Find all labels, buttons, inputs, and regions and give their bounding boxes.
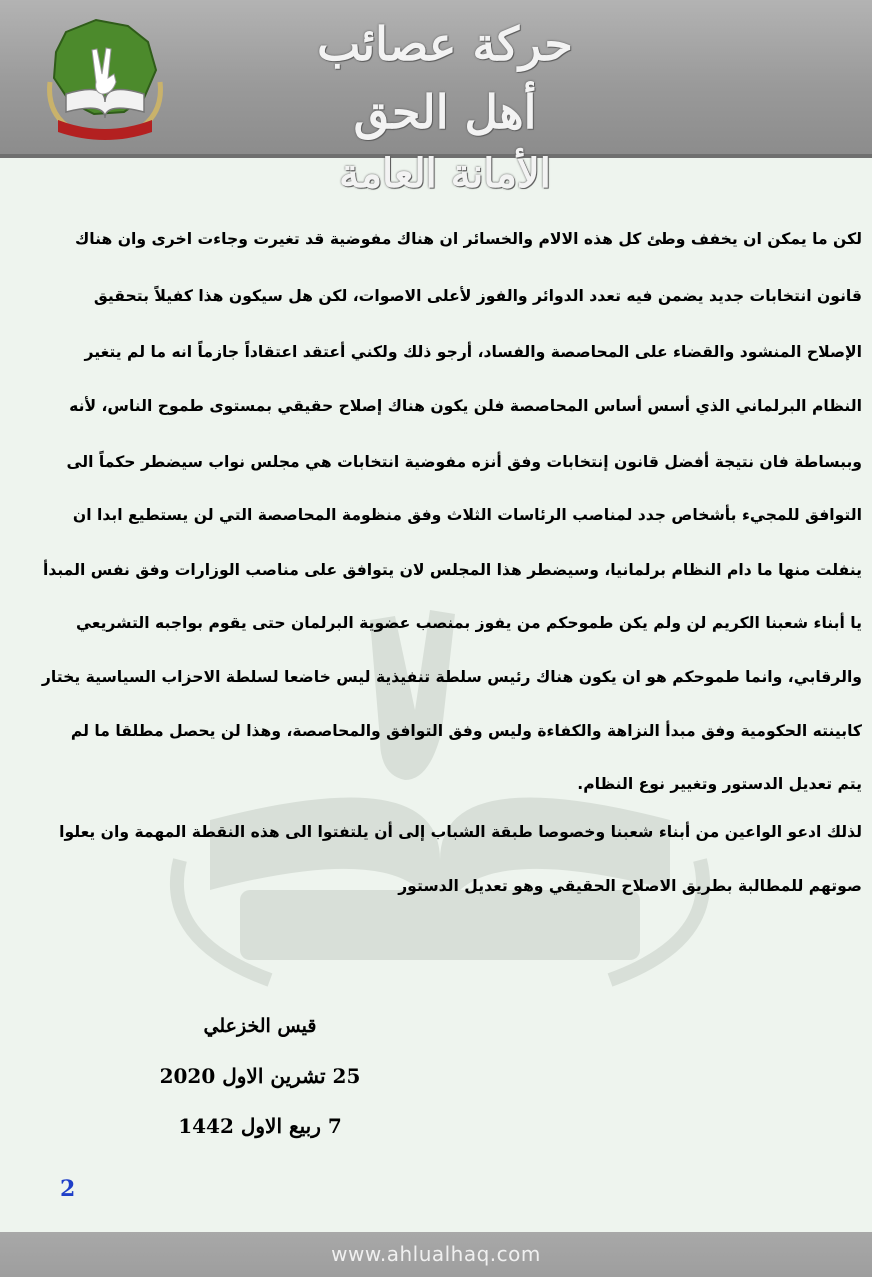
body-line: يتم تعديل الدستور وتغيير نوع النظام.: [577, 775, 862, 793]
body-line: التوافق للمجيء بأشخاص جدد لمناصب الرئاسات الثلاث وفق منظومة المحاصصة التي لن يستطيع ابدا ان: [72, 506, 862, 524]
body-line: قانون انتخابات جديد يضمن فيه تعدد الدوائر والفوز لأعلى الاصوات، لكن هل سيكون هذا كفيلاً بتحقيق: [93, 287, 862, 305]
body-line: وببساطة فان نتيجة أفضل قانون إنتخابات وفق أنزه مفوضية انتخابات هي مجلس نواب سيضطر حكماً الى: [66, 453, 862, 471]
page-number: 2: [60, 1176, 76, 1202]
body-line: كابينته الحكومية وفق مبدأ النزاهة والكفاءة وليس وفق التوافق والمحاصصة، وهذا لن يحصل مطلقا ما لم: [70, 722, 862, 740]
signatory-name: قيس الخزعلي: [203, 1015, 317, 1037]
body-line: ينفلت منها ما دام النظام برلمانيا، وسيضطر هذا المجلس لان يتوافق على مناصب الوزارات وفق نفس المبدأ: [42, 561, 862, 579]
body-line: والرقابي، وانما طموحكم هو ان يكون هناك رئيس سلطة تنفيذية ليس خاضعا لسلطة الاحزاب السياسية يختار: [41, 668, 862, 686]
brand-title: [275, 10, 615, 197]
footer-bar: [0, 1232, 872, 1277]
organization-logo: [36, 12, 174, 146]
date-hijri: 7 ربيع الاول 1442: [178, 1114, 342, 1138]
brand-title-line1: حركة عصائب أهل الحق: [317, 17, 573, 139]
body-line: لذلك ادعو الواعين من أبناء شعبنا وخصوصا طبقة الشباب إلى أن يلتفتوا الى هذه النقطة المهمة وان يعلوا: [59, 823, 862, 841]
date-gregorian: 25 تشرين الاول 2020: [159, 1064, 361, 1088]
body-line: الإصلاح المنشود والقضاء على المحاصصة والفساد، أرجو ذلك ولكني أعتقد اعتقاداً جازماً انه ما لم يتغير: [84, 343, 862, 361]
website-link[interactable]: www.ahlualhaq.com: [331, 1242, 541, 1266]
body-line: صوتهم للمطالبة بطريق الاصلاح الحقيقي وهو تعديل الدستور: [398, 877, 862, 895]
signature-block: [150, 1012, 370, 1162]
brand-title-line2: الأمانة العامة: [339, 150, 551, 197]
body-line: لكن ما يمكن ان يخفف وطئ كل هذه الالام والخسائر ان هناك مفوضية قد تغيرت وجاءت اخرى وان هناك: [74, 230, 862, 248]
header-banner: [0, 0, 872, 197]
body-line: النظام البرلماني الذي أسس أساس المحاصصة فلن يكون هناك إصلاح حقيقي بمستوى طموح الناس، لأنه: [69, 397, 862, 415]
body-line: يا أبناء شعبنا الكريم لن ولم يكن طموحكم من يفوز بمنصب عضوية البرلمان حتى يقوم بواجبه التشريعي: [76, 614, 862, 632]
